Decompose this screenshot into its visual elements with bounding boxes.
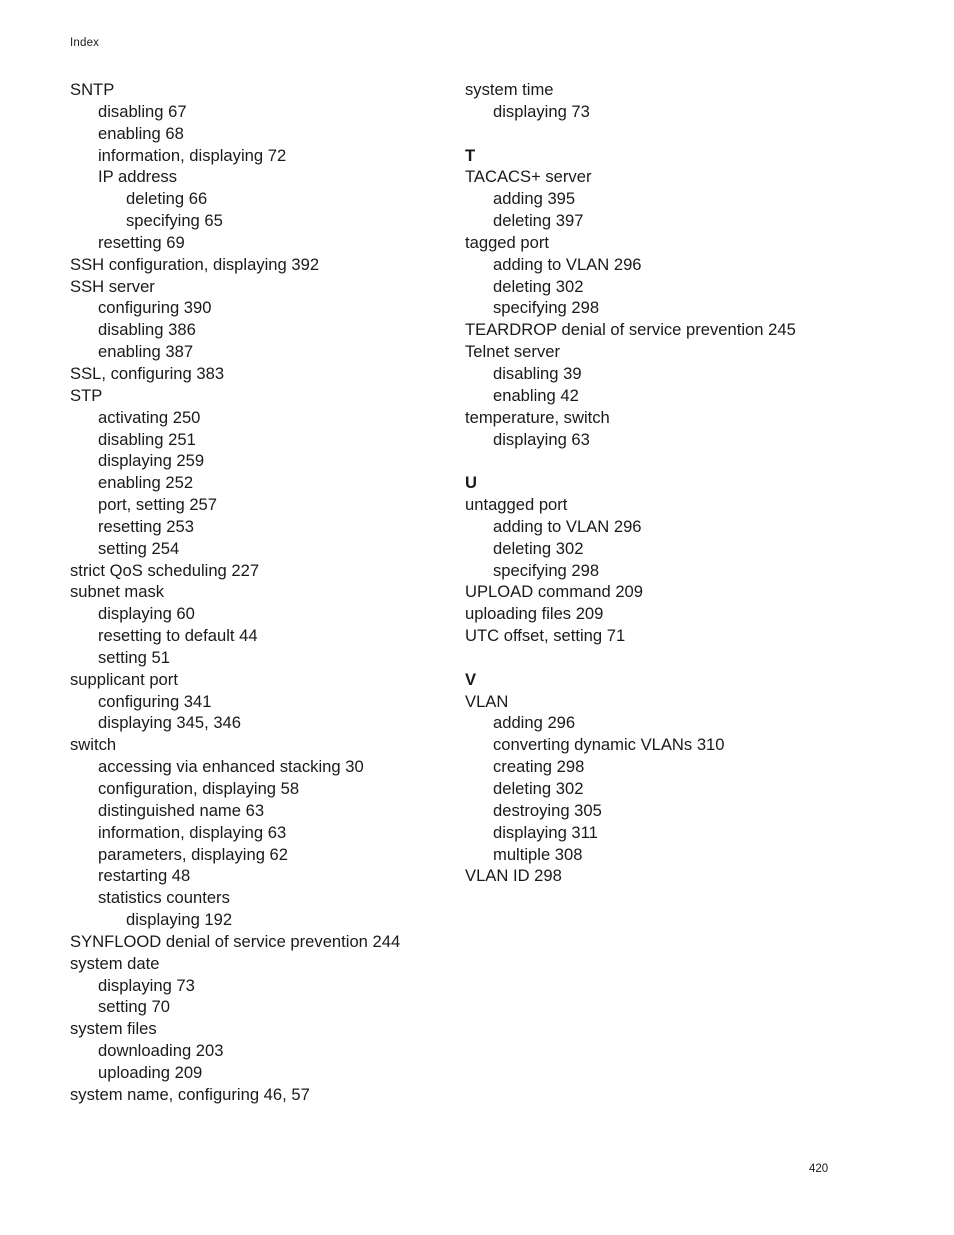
index-subentry: information, displaying 63 (98, 822, 287, 842)
index-subentry: setting 51 (98, 647, 170, 667)
index-subentry: information, displaying 72 (98, 145, 287, 165)
index-section-letter: V (465, 669, 477, 689)
index-entry: SSL, configuring 383 (70, 363, 225, 383)
index-entry: UTC offset, setting 71 (465, 626, 626, 646)
index-entry: UPLOAD command 209 (465, 582, 644, 602)
index-subentry: specifying 298 (493, 298, 600, 318)
index-entry: SSH configuration, displaying 392 (70, 254, 320, 274)
index-subentry: specifying 298 (493, 560, 600, 580)
index-subentry: disabling 39 (493, 363, 582, 383)
index-subentry: parameters, displaying 62 (98, 844, 289, 864)
index-subsubentry: specifying 65 (126, 211, 223, 231)
index-entry: switch (70, 735, 117, 755)
index-subentry: creating 298 (493, 757, 585, 777)
index-entry: VLAN (465, 691, 509, 711)
index-subentry: uploading 209 (98, 1062, 203, 1082)
index-subentry: disabling 251 (98, 429, 196, 449)
index-subentry: statistics counters (98, 888, 230, 908)
index-subentry: configuring 341 (98, 691, 212, 711)
index-entry: strict QoS scheduling 227 (70, 560, 260, 580)
index-entry: tagged port (465, 232, 549, 252)
index-entry: system files (70, 1019, 157, 1039)
index-subentry: setting 70 (98, 997, 170, 1017)
index-subentry: displaying 60 (98, 604, 195, 624)
index-column-right (465, 79, 885, 887)
index-entry: uploading files 209 (465, 604, 604, 624)
index-subentry: downloading 203 (98, 1041, 224, 1061)
index-subentry: configuration, displaying 58 (98, 779, 300, 798)
index-entry: system time (465, 80, 554, 99)
index-entry: system date (70, 953, 160, 973)
page-number: 420 (809, 1163, 829, 1175)
index-entry: TACACS+ server (465, 167, 592, 187)
index-subentry: disabling 67 (98, 101, 187, 121)
index-section-letter: T (465, 145, 476, 165)
index-subentry: activating 250 (98, 407, 201, 427)
index-subentry: resetting 253 (98, 516, 194, 536)
index-subsubentry: displaying 192 (126, 910, 233, 930)
index-subentry: adding to VLAN 296 (493, 254, 642, 274)
index-subentry: enabling 252 (98, 473, 194, 493)
index-subentry: displaying 345, 346 (98, 713, 241, 733)
index-entry: SYNFLOOD denial of service prevention 244 (70, 931, 401, 951)
section-spacer (465, 123, 885, 145)
section-spacer (465, 450, 885, 472)
index-section-letter: U (465, 473, 477, 493)
index-subentry: configuring 390 (98, 298, 212, 318)
index-column-left (70, 79, 450, 1106)
index-subentry: displaying 63 (493, 429, 590, 449)
index-subentry: multiple 308 (493, 844, 583, 864)
index-subentry: displaying 73 (493, 101, 590, 121)
index-subentry: IP address (98, 167, 178, 187)
index-entry: temperature, switch (465, 407, 610, 427)
index-entry: subnet mask (70, 582, 165, 602)
index-entry: supplicant port (70, 669, 178, 689)
index-entry: Telnet server (465, 342, 560, 362)
index-subentry: deleting 302 (493, 276, 584, 296)
index-subentry: enabling 387 (98, 342, 194, 362)
index-entry: SNTP (70, 80, 115, 99)
index-subentry: deleting 397 (493, 211, 584, 231)
index-subsubentry: deleting 66 (126, 189, 208, 209)
index-subentry: deleting 302 (493, 779, 584, 798)
index-subentry: resetting to default 44 (98, 626, 258, 646)
index-subentry: adding 395 (493, 189, 576, 209)
index-subentry: converting dynamic VLANs 310 (493, 735, 725, 755)
index-subentry: disabling 386 (98, 320, 196, 340)
index-subentry: adding 296 (493, 713, 576, 733)
index-entry: STP (70, 385, 103, 405)
index-subentry: displaying 73 (98, 975, 195, 995)
index-subentry: displaying 259 (98, 451, 205, 471)
index-subentry: accessing via enhanced stacking 30 (98, 757, 364, 777)
running-header: Index (70, 37, 100, 49)
index-subentry: enabling 68 (98, 123, 184, 143)
index-entry: VLAN ID 298 (465, 866, 562, 886)
index-subentry: port, setting 257 (98, 495, 218, 515)
index-subentry: restarting 48 (98, 866, 191, 886)
index-entry: SSH server (70, 276, 155, 296)
index-subentry: destroying 305 (493, 800, 602, 820)
section-spacer (465, 647, 885, 669)
index-subentry: deleting 302 (493, 538, 584, 558)
index-subentry: enabling 42 (493, 385, 579, 405)
index-subentry: resetting 69 (98, 232, 185, 252)
index-entry: TEARDROP denial of service prevention 245 (465, 320, 796, 340)
index-subentry: setting 254 (98, 538, 180, 558)
index-subentry: displaying 311 (493, 822, 598, 842)
index-subentry: distinguished name 63 (98, 800, 265, 820)
index-subentry: adding to VLAN 296 (493, 516, 642, 536)
index-entry: untagged port (465, 495, 568, 515)
index-entry: system name, configuring 46, 57 (70, 1084, 310, 1104)
